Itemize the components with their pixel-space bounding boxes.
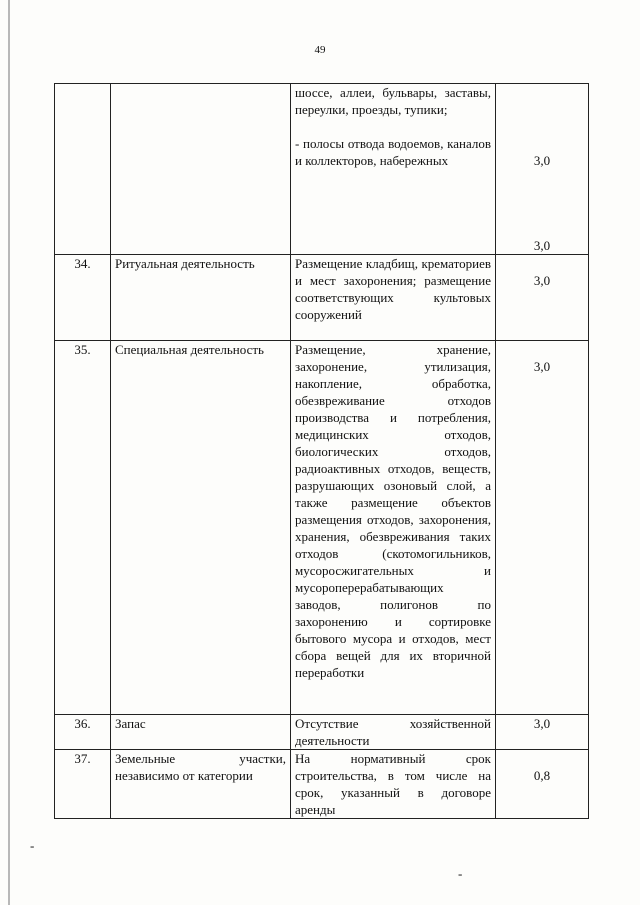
activity-type: Специальная деятельность [111, 341, 291, 715]
row-number [55, 84, 111, 255]
coefficient-cell [496, 750, 589, 819]
coefficient-cell [496, 341, 589, 715]
table-row [55, 715, 589, 750]
description-part-1: шоссе, аллеи, бульвары, заставы, переулки, проезды, тупики; [295, 85, 491, 117]
scan-mark: - [30, 838, 35, 853]
activity-type [111, 84, 291, 255]
activity-type: Ритуальная деятельность [111, 255, 291, 341]
table-row [55, 255, 589, 341]
table-row [55, 341, 589, 715]
activity-description: Размещение, хранение, захоронение, утилизация, накопление, обработка, обезвреживание отходов производства и потребления, медицинских отходов, биологических отходов, радиоактивных отходов, веществ, разрушающих озоновый слой, а также размещение объектов размещения отходов, захоронения, хранения, обезвреживания таких отходов (скотомогильников, мусоросжигательных и мусороперерабатывающих заводов, полигонов по захоронению и сортировке бытового мусора и отходов, мест сбора вещей для их вторичной переработки [291, 341, 496, 715]
coefficient-value-2: 3,0 [533, 238, 551, 253]
row-number: 34. [55, 255, 111, 341]
activity-type: Запас [111, 715, 291, 750]
row-number: 35. [55, 341, 111, 715]
activity-description: Отсутствие хозяйственной деятельности [291, 715, 496, 750]
coefficient-value: 3,0 [496, 715, 589, 750]
coefficient-value: 0,8 [533, 768, 551, 783]
activity-description: Размещение кладбищ, крематориев и мест захоронения; размещение соответствующих культовых сооружений [291, 255, 496, 341]
table-row [55, 750, 589, 819]
coefficient-value: 3,0 [533, 359, 551, 374]
description-part-2: - полосы отвода водоемов, каналов и коллекторов, набережных [295, 136, 491, 168]
row-number: 36. [55, 715, 111, 750]
activity-type: Земельные участки, независимо от категории [111, 750, 291, 819]
table-row [55, 84, 589, 255]
land-use-table [54, 83, 589, 819]
activity-description [291, 84, 496, 255]
coefficient-value-1: 3,0 [533, 153, 551, 168]
page-number: 49 [314, 44, 326, 56]
activity-description: На нормативный срок строительства, в том числе на срок, указанный в договоре аренды [291, 750, 496, 819]
coefficient-value: 3,0 [533, 273, 551, 288]
row-number: 37. [55, 750, 111, 819]
coefficient-cell [496, 255, 589, 341]
scan-mark: - [458, 866, 463, 881]
coefficient-cell [496, 84, 589, 255]
scan-margin-line [8, 0, 10, 905]
